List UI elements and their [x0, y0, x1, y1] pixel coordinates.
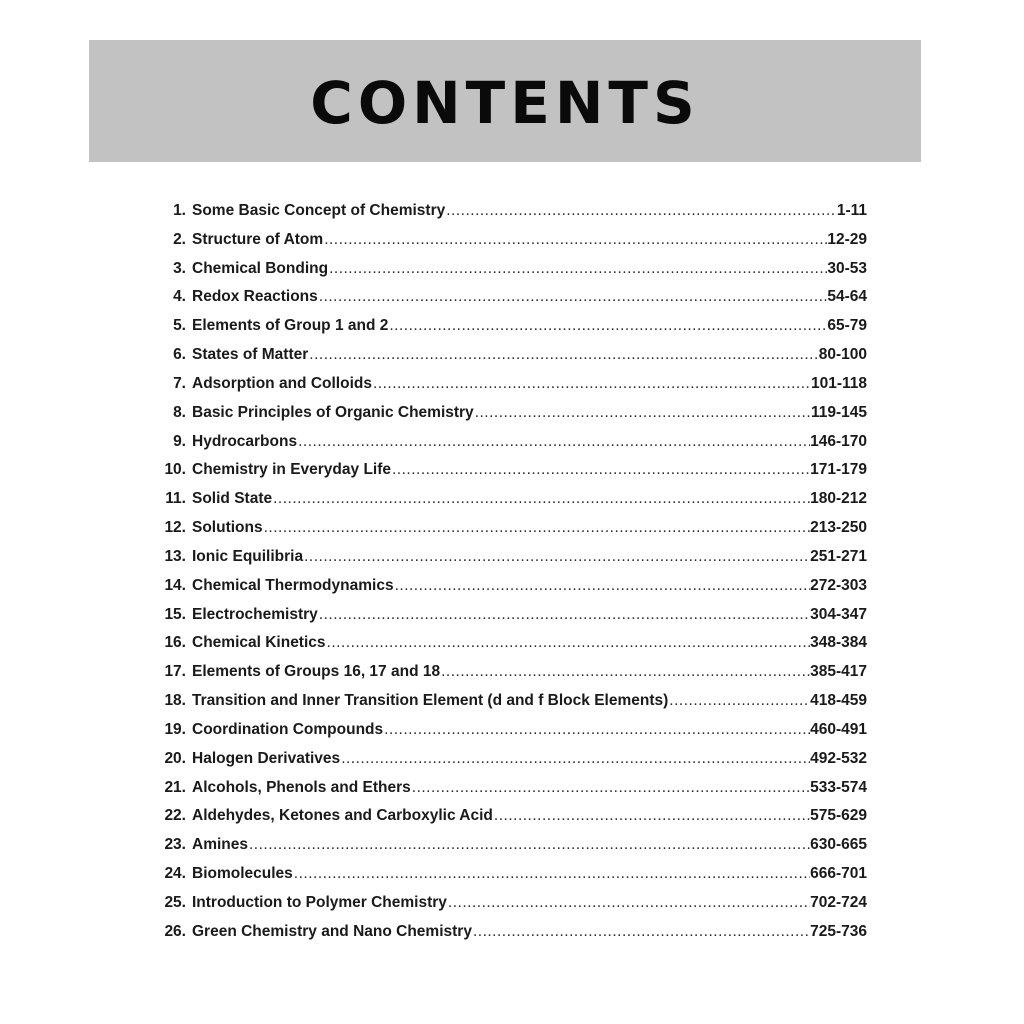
chapter-title: Ionic Equilibria — [192, 547, 304, 565]
chapter-title: Chemical Kinetics — [192, 634, 326, 652]
chapter-number: 12. — [164, 519, 186, 537]
dot-leader — [472, 923, 810, 941]
dot-leader — [318, 606, 810, 624]
dot-leader — [394, 577, 811, 595]
chapter-title: Basic Principles of Organic Chemistry — [192, 403, 474, 421]
toc-entry — [155, 346, 867, 375]
toc-entry — [155, 807, 867, 836]
dot-leader — [474, 404, 811, 422]
chapter-title: Electrochemistry — [192, 605, 318, 623]
toc-entry — [155, 894, 867, 923]
chapter-title: Adsorption and Colloids — [192, 374, 372, 392]
page-range: 171-179 — [810, 461, 867, 479]
toc-entry — [155, 317, 867, 346]
dot-leader — [411, 779, 810, 797]
toc-entry — [155, 490, 867, 519]
toc-entry — [155, 750, 867, 779]
chapter-number: 5. — [173, 317, 186, 335]
chapter-number: 2. — [173, 230, 186, 248]
page-range: 460-491 — [810, 720, 867, 738]
toc-entry — [155, 721, 867, 750]
toc-entry — [155, 461, 867, 490]
page-range: 80-100 — [818, 346, 867, 364]
dot-leader — [391, 461, 810, 479]
table-of-contents — [155, 202, 867, 952]
chapter-title: Halogen Derivatives — [192, 749, 341, 767]
chapter-title: Elements of Group 1 and 2 — [192, 317, 389, 335]
page-range: 146-170 — [810, 432, 867, 450]
page-range: 385-417 — [810, 663, 867, 681]
chapter-title: Solutions — [192, 519, 263, 537]
chapter-number: 25. — [164, 893, 186, 911]
page-range: 213-250 — [810, 519, 867, 537]
dot-leader — [440, 663, 810, 681]
chapter-title: Green Chemistry and Nano Chemistry — [192, 922, 472, 940]
page-range: 575-629 — [810, 807, 867, 825]
page-range: 666-701 — [810, 865, 867, 883]
page-range: 180-212 — [810, 490, 867, 508]
toc-entry — [155, 634, 867, 663]
chapter-number: 9. — [173, 432, 186, 450]
chapter-title: Chemistry in Everyday Life — [192, 461, 391, 479]
page-range: 12-29 — [827, 230, 867, 248]
chapter-number: 13. — [164, 547, 186, 565]
toc-entry — [155, 865, 867, 894]
toc-entry — [155, 519, 867, 548]
chapter-number: 6. — [173, 346, 186, 364]
dot-leader — [340, 750, 810, 768]
chapter-title: Solid State — [192, 490, 273, 508]
chapter-title: Coordination Compounds — [192, 720, 384, 738]
dot-leader — [263, 519, 811, 537]
page-range: 304-347 — [810, 605, 867, 623]
chapter-title: Alcohols, Phenols and Ethers — [192, 778, 411, 796]
chapter-title: Transition and Inner Transition Element (d and f Block Elements) — [192, 692, 669, 710]
page-range: 533-574 — [810, 778, 867, 796]
chapter-number: 8. — [173, 403, 186, 421]
dot-leader — [372, 375, 811, 393]
page-range: 251-271 — [810, 547, 867, 565]
page-range: 1-11 — [836, 202, 867, 219]
toc-entry — [155, 260, 867, 289]
dot-leader — [326, 634, 811, 652]
toc-entry — [155, 663, 867, 692]
dot-leader — [668, 692, 810, 710]
chapter-number: 3. — [173, 259, 186, 277]
toc-entry — [155, 404, 867, 433]
chapter-title: Redox Reactions — [192, 288, 318, 306]
toc-entry — [155, 923, 867, 952]
dot-leader — [493, 807, 810, 825]
page-range: 101-118 — [810, 374, 867, 392]
chapter-title: Chemical Bonding — [192, 259, 329, 277]
chapter-number: 15. — [164, 605, 186, 623]
toc-entry — [155, 606, 867, 635]
toc-entry — [155, 433, 867, 462]
dot-leader — [383, 721, 810, 739]
page-range: 348-384 — [810, 634, 867, 652]
chapter-number: 24. — [164, 865, 186, 883]
dot-leader — [308, 346, 818, 364]
dot-leader — [248, 836, 810, 854]
chapter-title: Amines — [192, 836, 248, 854]
page-range: 702-724 — [810, 893, 867, 911]
chapter-number: 23. — [164, 836, 186, 854]
dot-leader — [272, 490, 810, 508]
page-title: CONTENTS — [310, 69, 700, 137]
dot-leader — [328, 260, 827, 278]
toc-entry — [155, 288, 867, 317]
toc-entry — [155, 548, 867, 577]
header-band — [89, 40, 921, 162]
page-range: 54-64 — [827, 288, 867, 306]
toc-entry — [155, 202, 867, 231]
toc-entry — [155, 836, 867, 865]
dot-leader — [388, 317, 827, 335]
page-range: 272-303 — [810, 576, 867, 594]
chapter-title: Chemical Thermodynamics — [192, 576, 394, 594]
dot-leader — [318, 288, 828, 306]
chapter-number: 18. — [164, 692, 186, 710]
chapter-number: 19. — [164, 720, 186, 738]
chapter-number: 20. — [164, 749, 186, 767]
page-range: 630-665 — [810, 836, 867, 854]
toc-entry — [155, 779, 867, 808]
chapter-title: Hydrocarbons — [192, 432, 298, 450]
page-range: 725-736 — [810, 922, 867, 940]
page-range: 418-459 — [810, 692, 867, 710]
chapter-number: 4. — [173, 288, 186, 306]
page-range: 119-145 — [810, 403, 867, 421]
dot-leader — [447, 894, 810, 912]
dot-leader — [303, 548, 810, 566]
page-range: 30-53 — [827, 259, 867, 277]
chapter-title: Elements of Groups 16, 17 and 18 — [192, 663, 441, 681]
toc-entry — [155, 577, 867, 606]
chapter-number: 21. — [164, 778, 186, 796]
chapter-number: 11. — [165, 490, 186, 508]
chapter-title: Biomolecules — [192, 865, 293, 883]
chapter-title: Some Basic Concept of Chemistry — [192, 202, 446, 219]
chapter-title: Structure of Atom — [192, 230, 324, 248]
chapter-number: 1. — [173, 202, 186, 219]
chapter-number: 10. — [164, 461, 186, 479]
toc-entry — [155, 375, 867, 404]
page-range: 65-79 — [827, 317, 867, 335]
toc-entry — [155, 692, 867, 721]
dot-leader — [297, 433, 810, 451]
chapter-title: Aldehydes, Ketones and Carboxylic Acid — [192, 807, 493, 825]
chapter-number: 17. — [164, 663, 186, 681]
page-range: 492-532 — [810, 749, 867, 767]
chapter-number: 22. — [164, 807, 186, 825]
chapter-number: 7. — [173, 374, 186, 392]
dot-leader — [293, 865, 810, 883]
chapter-number: 26. — [164, 922, 186, 940]
dot-leader — [445, 202, 837, 220]
toc-entry — [155, 231, 867, 260]
chapter-title: Introduction to Polymer Chemistry — [192, 893, 447, 911]
chapter-number: 14. — [164, 576, 186, 594]
chapter-number: 16. — [164, 634, 186, 652]
dot-leader — [323, 231, 827, 249]
chapter-title: States of Matter — [192, 346, 309, 364]
